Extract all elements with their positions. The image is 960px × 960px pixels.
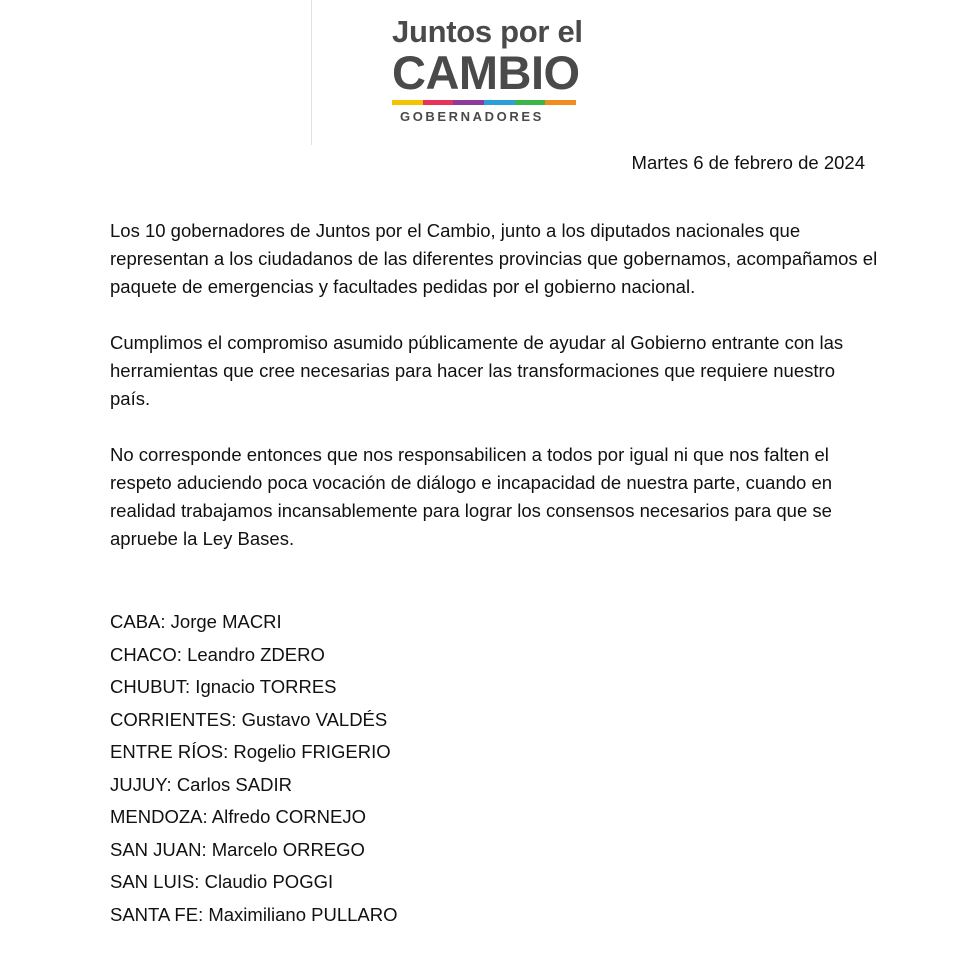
logo-bar-segment — [515, 100, 546, 105]
logo-bar-segment — [484, 100, 515, 105]
paragraph: No corresponde entonces que nos responsabilicen a todos por igual ni que nos falten el respeto aduciendo poca vocación de diálogo e incapacidad de nuestra parte, cuando en realidad trabajamos incansablemente para lograr los consensos necesarios para que se apruebe la Ley Bases. — [110, 444, 833, 549]
logo-bar-segment — [545, 100, 576, 105]
logo-subtitle: GOBERNADORES — [400, 109, 544, 124]
signer-item: ENTRE RÍOS: Rogelio FRIGERIO — [110, 741, 391, 762]
paragraph: Los 10 gobernadores de Juntos por el Cambio, junto a los diputados nacionales que representan a los ciudadanos de las diferentes provincias que gobernamos, acompañamos el paquete de emergencias y facultades pedidas por el gobierno nacional. — [110, 220, 878, 297]
logo-bar-segment — [453, 100, 484, 105]
logo-bar-segment — [423, 100, 454, 105]
signer-item: CABA: Jorge MACRI — [110, 611, 282, 632]
juntos-por-el-cambio-logo — [392, 14, 583, 124]
signer-item: MENDOZA: Alfredo CORNEJO — [110, 806, 366, 827]
signer-item: SAN LUIS: Claudio POGGI — [110, 871, 334, 892]
signer-item: SANTA FE: Maximiliano PULLARO — [110, 903, 398, 925]
document-body — [110, 217, 880, 581]
signers-list — [110, 606, 398, 931]
logo-color-bar — [392, 100, 576, 105]
signer-item: CORRIENTES: Gustavo VALDÉS — [110, 708, 388, 730]
logo-line2: CAMBIO — [392, 46, 580, 99]
header-divider — [311, 0, 312, 145]
paragraph: Cumplimos el compromiso asumido públicamente de ayudar al Gobierno entrante con las herramientas que cree necesarias para hacer las transformaciones que requiere nuestro país. — [110, 332, 844, 409]
logo-bar-segment — [392, 100, 423, 105]
signer-item: JUJUY: Carlos SADIR — [110, 773, 292, 795]
signer-item: CHACO: Leandro ZDERO — [110, 643, 325, 665]
logo-line1: Juntos por el — [392, 14, 583, 49]
document-date: Martes 6 de febrero de 2024 — [631, 152, 865, 173]
signer-item: SAN JUAN: Marcelo ORREGO — [110, 838, 365, 860]
signer-item: CHUBUT: Ignacio TORRES — [110, 676, 337, 697]
